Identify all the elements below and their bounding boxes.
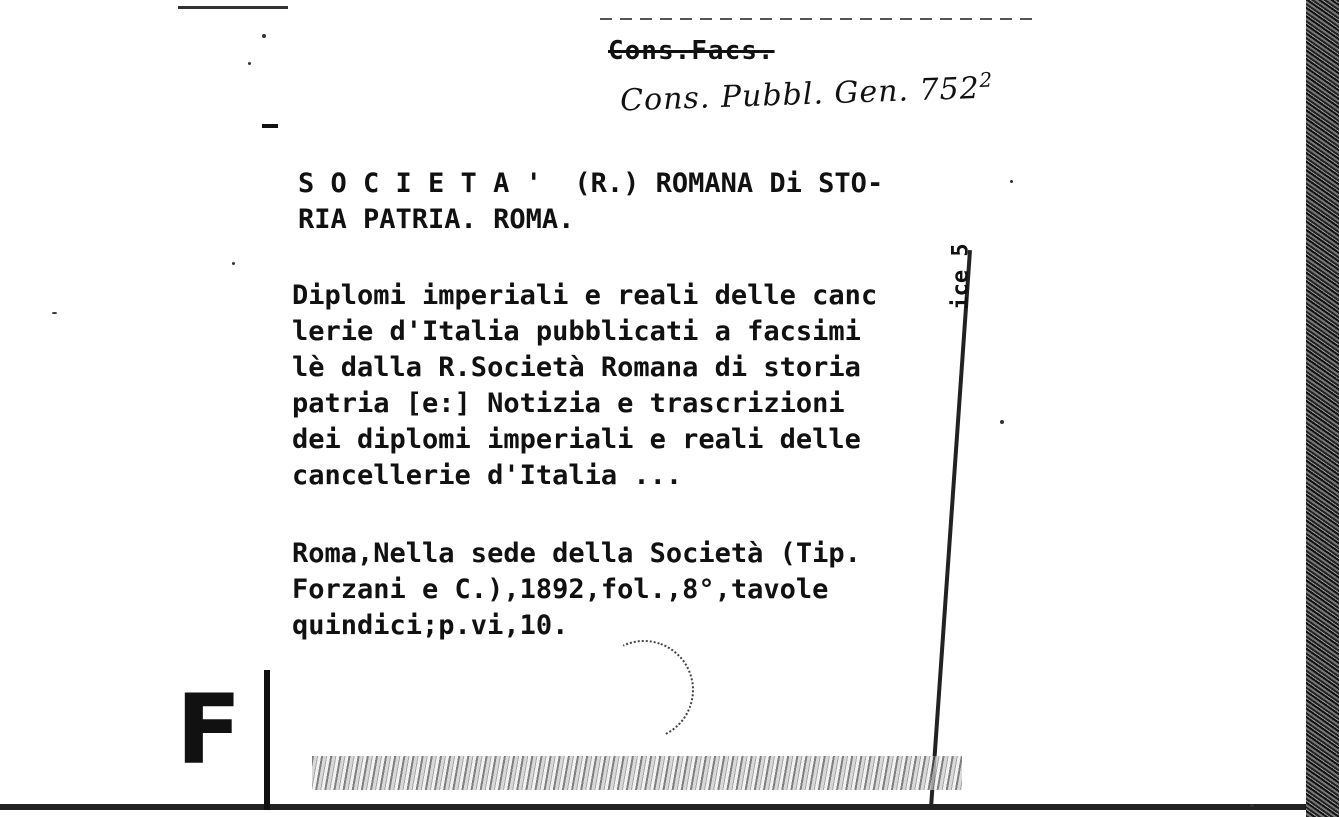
title-line: lè dalla R.Società Romana di storia bbox=[292, 352, 861, 383]
call-letter: F bbox=[176, 674, 242, 786]
title-line: patria [e:] Notizia e trascrizioni bbox=[292, 388, 845, 419]
speck bbox=[1250, 804, 1254, 807]
imprint-line: Roma,Nella sede della Società (Tip. bbox=[292, 538, 861, 569]
scanner-edge-right bbox=[1306, 0, 1339, 817]
title-block bbox=[292, 278, 877, 494]
title-line: Diplomi imperiali e reali delle canc bbox=[292, 280, 878, 311]
imprint-block bbox=[292, 536, 861, 644]
heading-block bbox=[298, 166, 883, 238]
heading-line: S O C I E T A ' (R.) ROMANA Di STO- bbox=[298, 168, 884, 199]
circle-stamp-mark bbox=[580, 626, 708, 754]
title-line: dei diplomi imperiali e reali delle bbox=[292, 424, 861, 455]
top-dashed-mark bbox=[600, 18, 1040, 20]
handwritten-shelfmark bbox=[619, 67, 994, 118]
handwritten-shelfmark-text: Cons. Pubbl. Gen. 752 bbox=[619, 70, 981, 119]
title-line: lerie d'Italia pubblicati a facsimi bbox=[292, 316, 861, 347]
margin-note: ice 5 bbox=[948, 243, 974, 310]
left-dash-mark bbox=[262, 124, 278, 128]
bottom-noise-strip bbox=[312, 756, 962, 790]
imprint-line: Forzani e C.),1892,fol.,8°,tavole bbox=[292, 574, 829, 605]
card-right-edge bbox=[929, 250, 972, 809]
speck bbox=[52, 312, 57, 314]
speck bbox=[262, 34, 266, 38]
speck bbox=[1000, 420, 1004, 424]
scanner-edge-bottom bbox=[0, 804, 1306, 810]
imprint-line: quindici;p.vi,10. bbox=[292, 610, 569, 641]
handwritten-superscript: 2 bbox=[978, 67, 994, 92]
heading-line: RIA PATRIA. ROMA. bbox=[298, 204, 575, 235]
speck bbox=[1010, 180, 1013, 183]
card-left-edge bbox=[264, 670, 270, 810]
speck bbox=[232, 262, 235, 265]
speck bbox=[248, 62, 251, 65]
top-edge-mark bbox=[178, 6, 288, 9]
struck-shelfmark: Cons.Facs. bbox=[608, 36, 775, 66]
title-line: cancellerie d'Italia ... bbox=[292, 460, 683, 491]
